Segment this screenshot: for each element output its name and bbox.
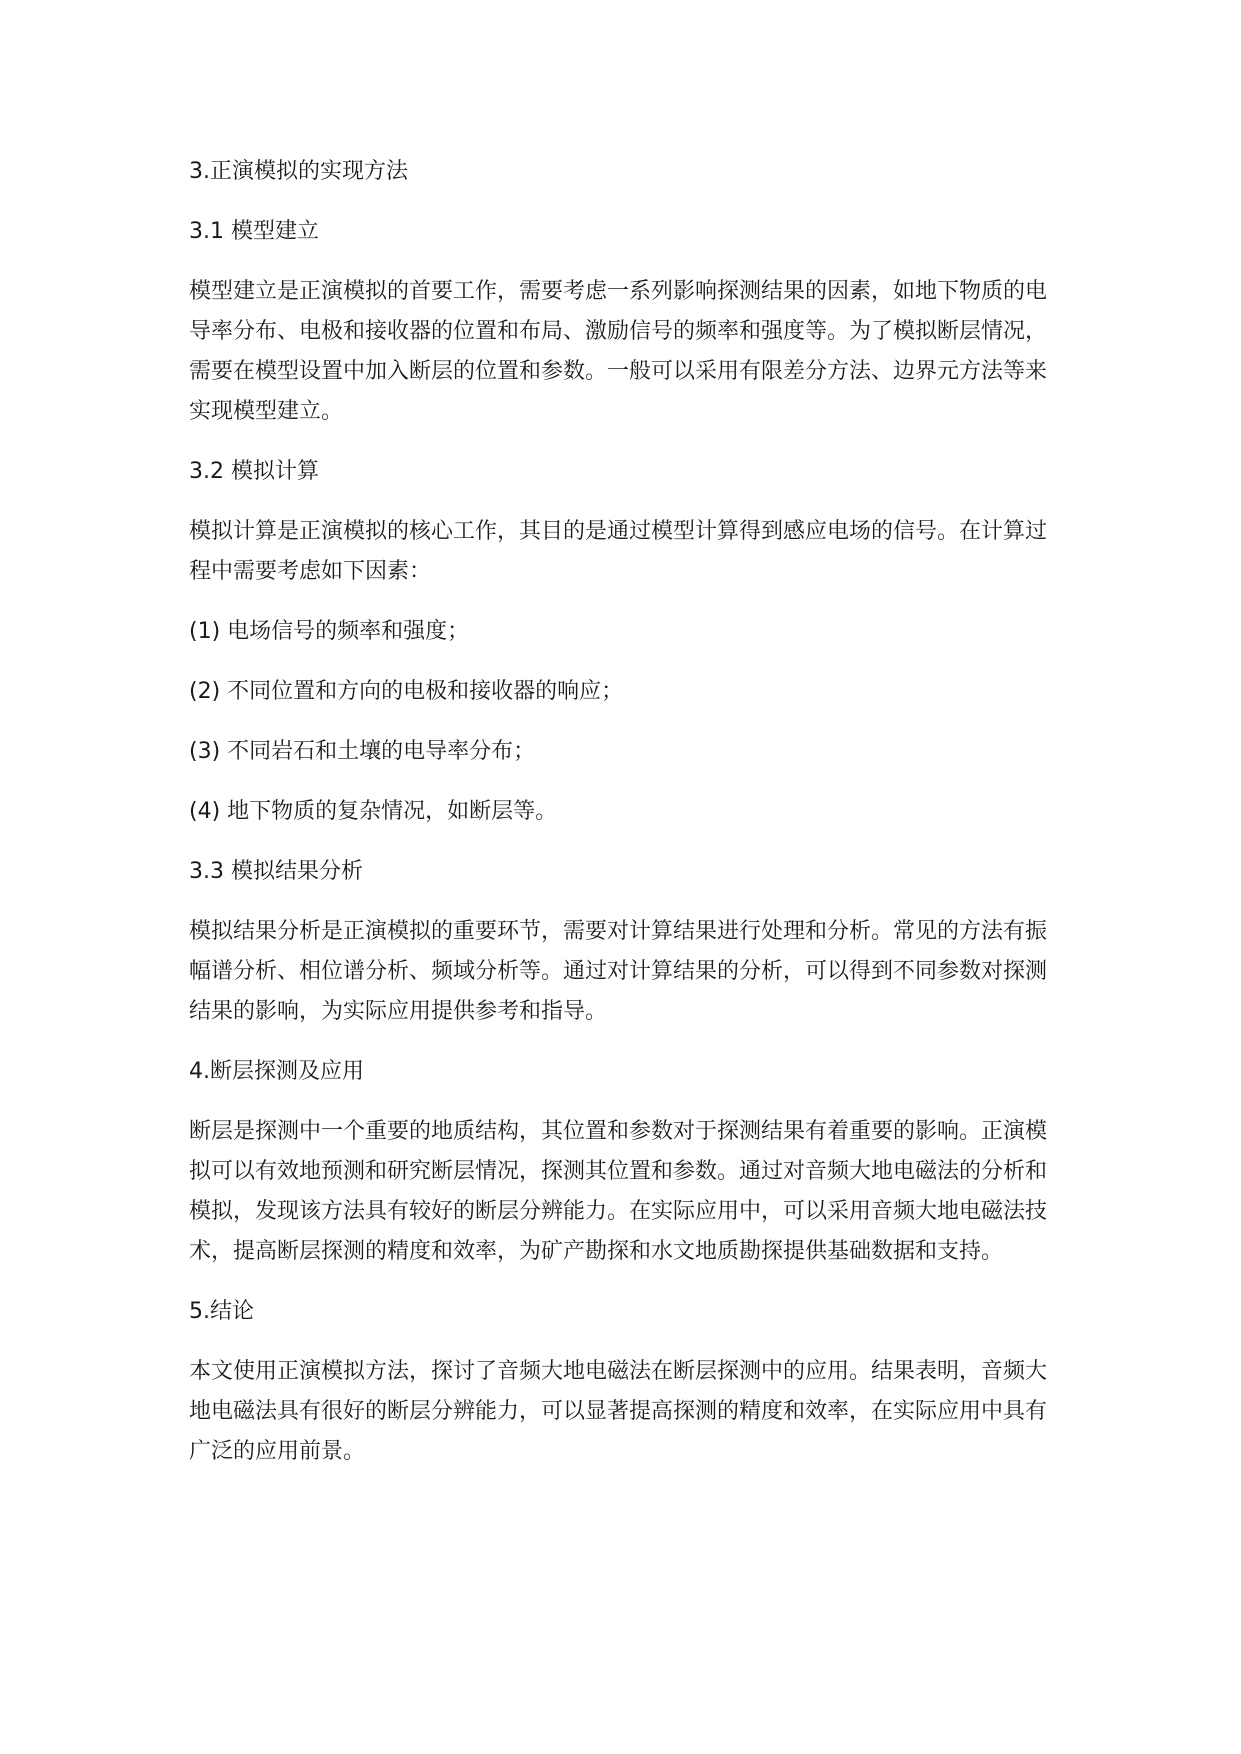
- section-5-paragraph: 本文使用正演模拟方法，探讨了音频大地电磁法在断层探测中的应用。结果表明，音频大地电磁法具有很好的断层分辨能力，可以显著提高探测的精度和效率，在实际应用中具有广泛的应用前景。: [189, 1359, 1048, 1464]
- section-3-2-heading: 3.2 模拟计算: [189, 459, 319, 484]
- section-3-3-heading: 3.3 模拟结果分析: [189, 859, 363, 884]
- section-3-2-paragraph: 模拟计算是正演模拟的核心工作，其目的是通过模型计算得到感应电场的信号。在计算过程中需要考虑如下因素：: [189, 519, 1048, 584]
- section-3-1-paragraph: 模型建立是正演模拟的首要工作，需要考虑一系列影响探测结果的因素，如地下物质的电导率分布、电极和接收器的位置和布局、激励信号的频率和强度等。为了模拟断层情况，需要在模型设置中加入断层的位置和参数。一般可以采用有限差分方法、边界元方法等来实现模型建立。: [189, 279, 1048, 424]
- list-item: (4) 地下物质的复杂情况，如断层等。: [189, 799, 558, 824]
- section-3-3-paragraph: 模拟结果分析是正演模拟的重要环节，需要对计算结果进行处理和分析。常见的方法有振幅谱分析、相位谱分析、频域分析等。通过对计算结果的分析，可以得到不同参数对探测结果的影响，为实际应用提供参考和指导。: [189, 919, 1048, 1024]
- section-4-heading: 4.断层探测及应用: [189, 1059, 364, 1084]
- list-item: (2) 不同位置和方向的电极和接收器的响应；: [189, 679, 624, 704]
- section-3-1-heading: 3.1 模型建立: [189, 219, 319, 244]
- list-item: (1) 电场信号的频率和强度；: [189, 619, 470, 644]
- document-page: [189, 152, 1047, 1492]
- section-3-heading: 3.正演模拟的实现方法: [189, 159, 408, 184]
- section-5-heading: 5.结论: [189, 1299, 254, 1324]
- section-4-paragraph: 断层是探测中一个重要的地质结构，其位置和参数对于探测结果有着重要的影响。正演模拟可以有效地预测和研究断层情况，探测其位置和参数。通过对音频大地电磁法的分析和模拟，发现该方法具有较好的断层分辨能力。在实际应用中，可以采用音频大地电磁法技术，提高断层探测的精度和效率，为矿产勘探和水文地质勘探提供基础数据和支持。: [189, 1119, 1048, 1264]
- list-item: (3) 不同岩石和土壤的电导率分布；: [189, 739, 536, 764]
